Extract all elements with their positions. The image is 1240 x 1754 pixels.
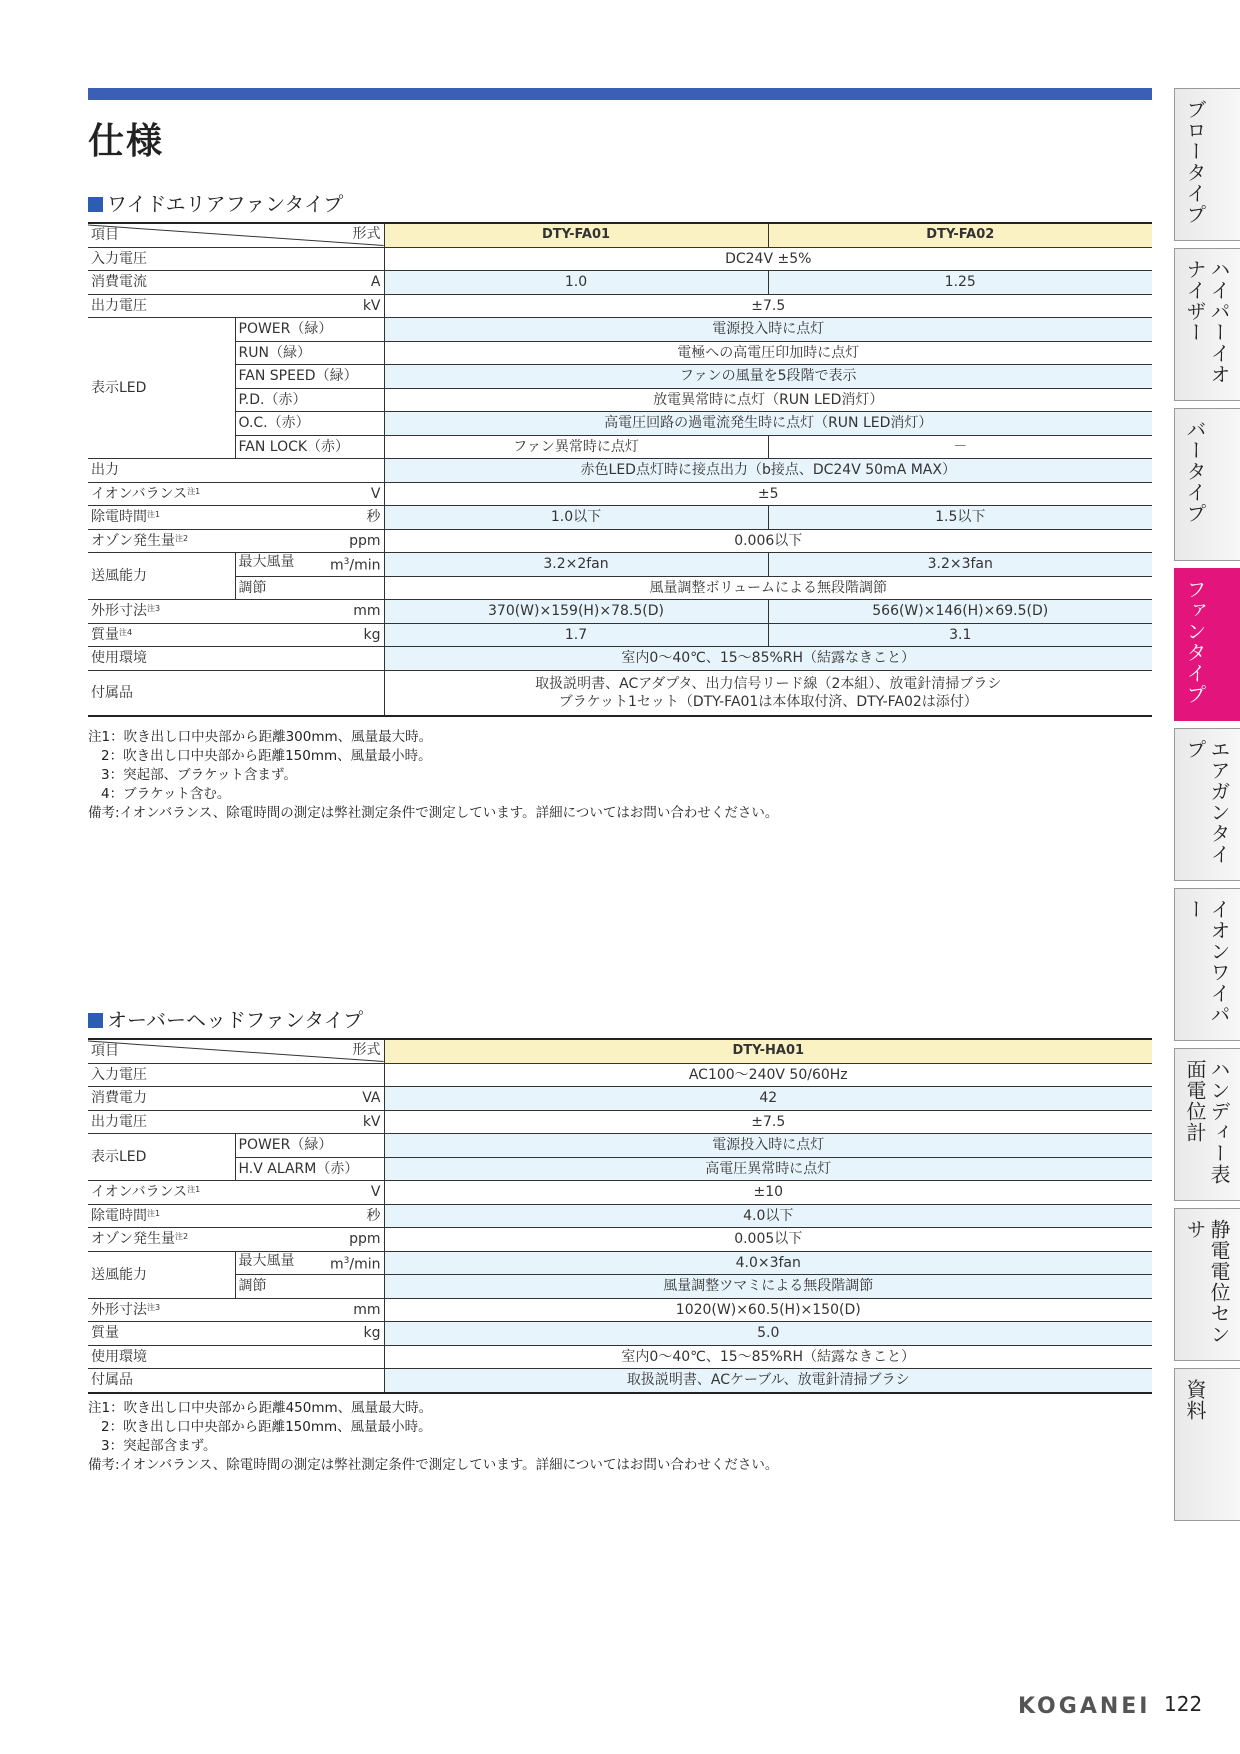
table-row [88,388,1152,412]
note-line: 2：吹き出し口中央部から距離150mm、風量最小時。 [101,748,432,764]
table-row [88,1087,1152,1111]
airflow-adj-value: 風量調整ツマミによる無段階調節 [384,1275,1152,1299]
table-row [88,1110,1152,1134]
section-title-overhead: オーバーヘッドファンタイプ [88,1006,363,1034]
table-row [88,1157,1152,1181]
airflow-value-fa01: 3.2×2fan [384,553,768,577]
row-value: 室内0～40℃、15～85%RH（結露なきこと） [384,647,1152,671]
note-ref: 注1 [147,1208,161,1218]
table-row [88,506,1152,530]
led-value: 高電圧異常時に点灯 [384,1157,1152,1181]
row-unit: V [235,482,384,506]
section-title-wide-area: ワイドエリアファンタイプ [88,190,343,218]
table-row [88,1298,1152,1322]
airflow-adj-label: 調節 [235,1275,384,1299]
row-value-fa01: 1.7 [384,623,768,647]
airflow-unit: $m^3/\min$ [330,1255,381,1273]
table-row [88,459,1152,483]
row-label: 入力電圧 [88,1063,384,1087]
led-value-fa02: － [768,435,1152,459]
table-header-row [88,223,1152,247]
row-label: 消費電流 [88,271,235,295]
led-name: POWER（緑） [235,318,384,342]
spec-table-overhead [88,1038,1152,1394]
side-tab-blow-type[interactable]: ブロータイプ [1174,88,1240,241]
table-row [88,1063,1152,1087]
row-label: 除電時間$^{注1}$ [88,1204,235,1228]
led-name: RUN（緑） [235,341,384,365]
side-tab-ion-wiper[interactable]: イオンワイパー [1174,888,1240,1041]
table-row [88,1134,1152,1158]
row-unit: A [235,271,384,295]
led-name: O.C.（赤） [235,412,384,436]
header-corner-cell [88,1039,384,1063]
table-row [88,553,1152,577]
row-label: 消費電力 [88,1087,235,1111]
note-line: 3：突起部、ブラケット含まず。 [101,767,297,783]
led-value: 電極への高電圧印加時に点灯 [384,341,1152,365]
note-line: 4：ブラケット含む。 [101,786,231,802]
table-row [88,647,1152,671]
row-value: ±10 [384,1181,1152,1205]
row-unit: kV [235,1110,384,1134]
row-unit: mm [235,1298,384,1322]
notes-overhead [88,1399,778,1475]
row-value-fa02: 3.1 [768,623,1152,647]
note-line: 備考:イオンバランス、除電時間の測定は弊社測定条件で測定しています。詳細についてはお問い合わせください。 [88,1457,779,1473]
note-line: 3：突起部含まず。 [101,1438,217,1454]
row-value-fa01: 370(W)×159(H)×78.5(D) [384,600,768,624]
led-name: FAN SPEED（緑） [235,365,384,389]
side-tab-handy-meter[interactable]: ハンディー表面電位計 [1174,1048,1240,1201]
row-value: 0.005以下 [384,1228,1152,1252]
corner-label-item: 項目 [91,227,119,243]
section-square-icon [88,1013,103,1028]
row-label: 出力電圧 [88,294,235,318]
note-ref: 注3 [147,1302,161,1312]
row-value: 赤色LED点灯時に接点出力（b接点、DC24V 50mA MAX） [384,459,1152,483]
model-header-fa01: DTY-FA01 [384,223,768,247]
side-tab-fan-type[interactable]: ファンタイプ [1174,568,1240,721]
corner-label-model: 形式 [352,1042,381,1058]
row-value-fa02: 1.25 [768,271,1152,295]
row-value: 0.006以下 [384,529,1152,553]
table-row [88,1204,1152,1228]
led-name: FAN LOCK（赤） [235,435,384,459]
note-ref: 注1 [147,510,161,520]
row-value-accessories: 取扱説明書、ACアダプタ、出力信号リード線（2本組）、放電針清掃ブラシ ブラケット1セット（DTY-FA01は本体取付済、DTY-FA02は添付） [384,670,1152,716]
row-unit: ppm [235,529,384,553]
row-value: 室内0～40℃、15～85%RH（結露なきこと） [384,1345,1152,1369]
side-tab-air-gun-type[interactable]: エアガンタイプ [1174,728,1240,881]
model-header-ha01: DTY-HA01 [384,1039,1152,1063]
row-label: オゾン発生量$^{注2}$ [88,1228,235,1252]
table-row [88,1322,1152,1346]
side-tab-materials[interactable]: 資料 [1174,1368,1240,1521]
page-title: 仕様 [88,121,165,162]
row-value: ±7.5 [384,1110,1152,1134]
row-label: 出力電圧 [88,1110,235,1134]
brand-logo: KOGANEI [1018,1694,1151,1719]
page-number: 122 [1164,1692,1203,1716]
side-tab-potential-sensor[interactable]: 静電電位センサ [1174,1208,1240,1361]
note-ref: 注1 [187,486,201,496]
row-label: 除電時間$^{注1}$ [88,506,235,530]
table-row [88,1275,1152,1299]
table-row [88,576,1152,600]
side-tab-hyper-ionizer[interactable]: ハイパーイオナイザー [1174,248,1240,401]
table-row [88,1181,1152,1205]
led-name: H.V ALARM（赤） [235,1157,384,1181]
note-line: 備考:イオンバランス、除電時間の測定は弊社測定条件で測定しています。詳細についてはお問い合わせください。 [88,805,779,821]
airflow-value: 4.0×3fan [384,1251,1152,1275]
table-row [88,365,1152,389]
row-unit: kg [235,1322,384,1346]
corner-label-item: 項目 [91,1043,119,1059]
table-row [88,1345,1152,1369]
corner-label-model: 形式 [352,226,381,242]
led-value: 放電異常時に点灯（RUN LED消灯） [384,388,1152,412]
row-label: 入力電圧 [88,247,384,271]
table-row [88,600,1152,624]
airflow-max-label: 最大風量 $m^3/\min$ [235,1251,384,1275]
row-label: 外形寸法$^{注3}$ [88,600,235,624]
row-value-fa01: 1.0以下 [384,506,768,530]
row-label: イオンバランス$^{注1}$ [88,482,235,506]
model-header-fa02: DTY-FA02 [768,223,1152,247]
row-unit: VA [235,1087,384,1111]
table-row [88,1369,1152,1393]
top-accent-bar [88,88,1152,100]
note-ref: 注2 [175,1232,189,1242]
table-row [88,623,1152,647]
table-row [88,271,1152,295]
airflow-adj-value: 風量調整ボリュームによる無段階調節 [384,576,1152,600]
row-value-fa01: 1.0 [384,271,768,295]
table-row [88,435,1152,459]
row-value-fa02: 1.5以下 [768,506,1152,530]
table-row [88,247,1152,271]
corner-diagonal-line [88,224,384,247]
led-value: ファンの風量を5段階で表示 [384,365,1152,389]
led-value: 電源投入時に点灯 [384,1134,1152,1158]
row-label: 使用環境 [88,1345,384,1369]
row-unit: 秒 [235,506,384,530]
row-value: 4.0以下 [384,1204,1152,1228]
row-value-fa02: 566(W)×146(H)×69.5(D) [768,600,1152,624]
row-label: イオンバランス$^{注1}$ [88,1181,235,1205]
table-row [88,670,1152,716]
note-line: 2：吹き出し口中央部から距離150mm、風量最小時。 [101,1419,432,1435]
row-unit: V [235,1181,384,1205]
row-label-led: 表示LED [88,318,235,459]
table-row [88,1251,1152,1275]
airflow-value-fa02: 3.2×3fan [768,553,1152,577]
led-name: P.D.（赤） [235,388,384,412]
row-unit: 秒 [235,1204,384,1228]
row-unit: ppm [235,1228,384,1252]
table-row [88,318,1152,342]
row-value: ±7.5 [384,294,1152,318]
led-value-fa01: ファン異常時に点灯 [384,435,768,459]
spec-table-wide-area [88,222,1152,717]
header-corner-cell [88,223,384,247]
row-label-airflow: 送風能力 [88,553,235,600]
row-label-led: 表示LED [88,1134,235,1181]
row-label: 付属品 [88,670,384,716]
table-header-row [88,1039,1152,1063]
note-ref: 注1 [187,1185,201,1195]
row-label-airflow: 送風能力 [88,1251,235,1298]
airflow-adj-label: 調節 [235,576,384,600]
table-row [88,341,1152,365]
row-value: ±5 [384,482,1152,506]
airflow-max-label: 最大風量 $m^3/\min$ [235,553,384,577]
row-value: 1020(W)×60.5(H)×150(D) [384,1298,1152,1322]
note-line: 注1：吹き出し口中央部から距離450mm、風量最大時。 [88,1400,433,1416]
airflow-unit: $m^3/\min$ [330,557,381,575]
note-line: 注1：吹き出し口中央部から距離300mm、風量最大時。 [88,729,433,745]
led-value: 高電圧回路の過電流発生時に点灯（RUN LED消灯） [384,412,1152,436]
row-label: 質量$^{注4}$ [88,623,235,647]
table-row [88,482,1152,506]
table-row [88,294,1152,318]
corner-diagonal-line [88,1040,384,1063]
row-value: 取扱説明書、ACケーブル、放電針清掃ブラシ [384,1369,1152,1393]
side-tab-bar-type[interactable]: バータイプ [1174,408,1240,561]
row-value: 5.0 [384,1322,1152,1346]
row-value: DC24V ±5% [384,247,1152,271]
led-name: POWER（緑） [235,1134,384,1158]
table-row [88,412,1152,436]
row-label: 外形寸法$^{注3}$ [88,1298,235,1322]
table-row [88,529,1152,553]
note-ref: 注4 [119,627,133,637]
notes-wide-area [88,728,778,823]
row-unit: mm [235,600,384,624]
note-ref: 注2 [175,533,189,543]
row-unit: kV [235,294,384,318]
row-label: 出力 [88,459,384,483]
note-ref: 注3 [147,604,161,614]
row-unit: kg [235,623,384,647]
row-label: 使用環境 [88,647,384,671]
section-square-icon [88,197,103,212]
row-label: 質量 [88,1322,235,1346]
led-value: 電源投入時に点灯 [384,318,1152,342]
row-label: 付属品 [88,1369,384,1393]
row-label: オゾン発生量$^{注2}$ [88,529,235,553]
row-value: 42 [384,1087,1152,1111]
row-value: AC100～240V 50/60Hz [384,1063,1152,1087]
table-row [88,1228,1152,1252]
